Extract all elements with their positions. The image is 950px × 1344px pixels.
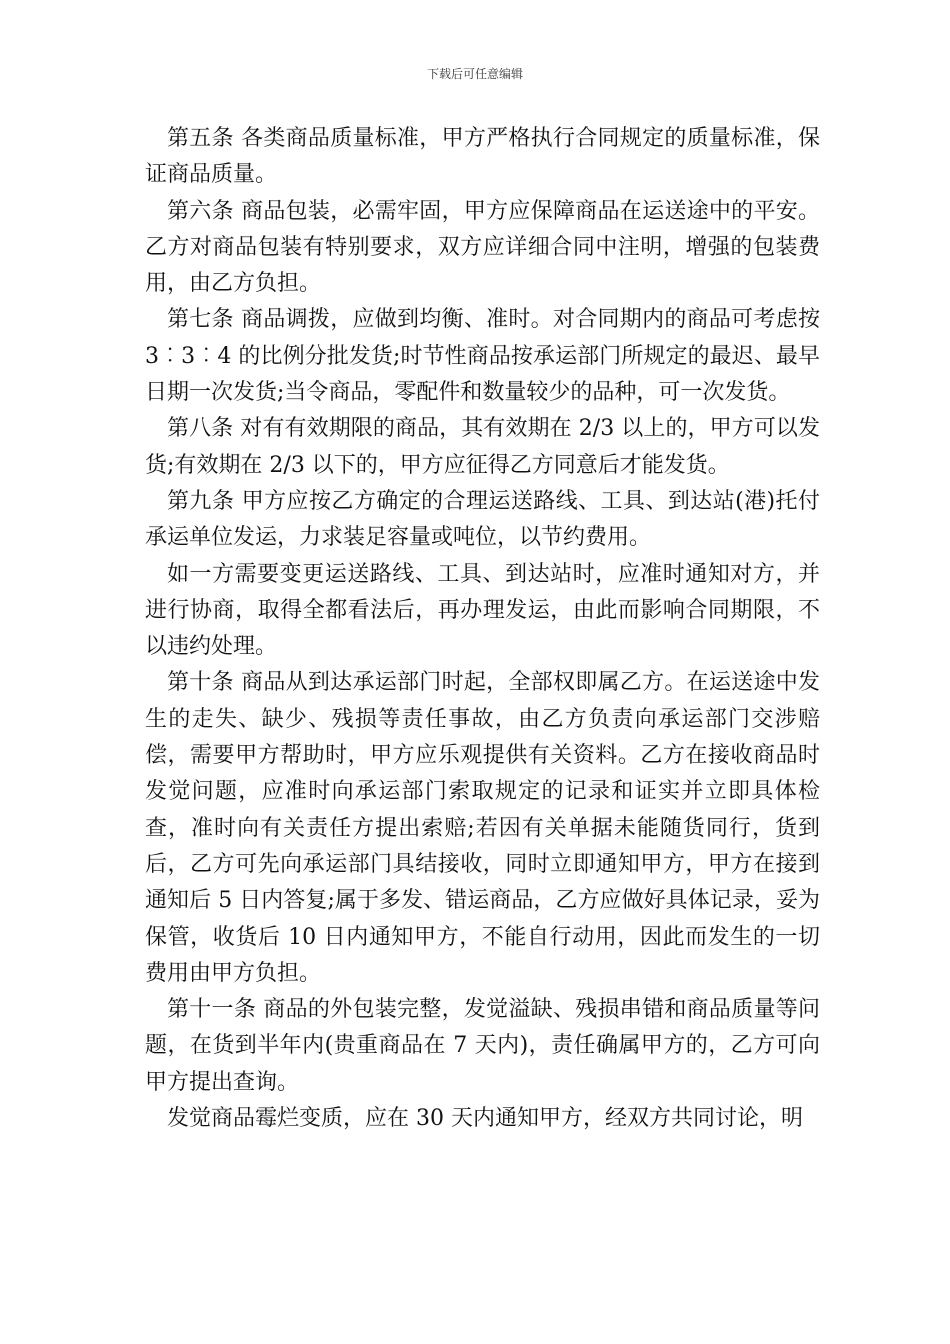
paragraph-article-9: 第九条 甲方应按乙方确定的合理运送路线、工具、到达站(港)托付承运单位发运，力求装足容量或吨位，以节约费用。 bbox=[145, 488, 820, 551]
paragraph-article-11: 第十一条 商品的外包装完整，发觉溢缺、残损串错和商品质量等问题，在货到半年内(贵重商品在 7 天内)，责任确属甲方的，乙方可向甲方提出查询。 bbox=[145, 997, 820, 1095]
page-header: 下载后可任意编辑 bbox=[426, 67, 523, 81]
paragraph-article-8: 第八条 对有有效期限的商品，其有效期在 2/3 以上的，甲方可以发货;有效期在 2/3 以下的，甲方应征得乙方同意后才能发货。 bbox=[145, 416, 820, 478]
paragraph-article-5: 第五条 各类商品质量标准，甲方严格执行合同规定的质量标准，保证商品质量。 bbox=[145, 126, 820, 188]
paragraph-article-7: 第七条 商品调拨，应做到均衡、准时。对合同期内的商品可考虑按 3︰3︰4 的比例分批发货;时节性商品按承运部门所规定的最迟、最早日期一次发货;当令商品，零配件和数量较少的品种，可一次发货。 bbox=[145, 307, 820, 406]
paragraph-route-change: 如一方需要变更运送路线、工具、到达站时，应准时通知对方，并进行协商，取得全都看法后，再办理发运，由此而影响合同期限，不以违约处理。 bbox=[145, 561, 820, 660]
document-body bbox=[145, 121, 820, 1137]
paragraph-article-10: 第十条 商品从到达承运部门时起，全部权即属乙方。在运送途中发生的走失、缺少、残损等责任事故，由乙方负责向承运部门交涉赔偿，需要甲方帮助时，甲方应乐观提供有关资料。乙方在接收商品时发觉问题，应准时向承运部门索取规定的记录和证实并立即具体检查，准时向有关责任方提出索赔;若因有关单据未能随货同行，货到后，乙方可先向承运部门具结接收，同时立即通知甲方，甲方在接到通知后 5 日内答复;属于多发、错运商品，乙方应做好具体记录，妥为保管，收货后 10 日内通知甲方，不能自行动用，因此而发生的一切费用由甲方负担。 bbox=[145, 670, 820, 986]
paragraph-spoilage: 发觉商品霉烂变质，应在 30 天内通知甲方，经双方共同讨论，明 bbox=[167, 1106, 803, 1132]
paragraph-article-6: 第六条 商品包装，必需牢固，甲方应保障商品在运送途中的平安。乙方对商品包装有特别要求，双方应详细合同中注明，增强的包装费用，由乙方负担。 bbox=[145, 198, 820, 297]
